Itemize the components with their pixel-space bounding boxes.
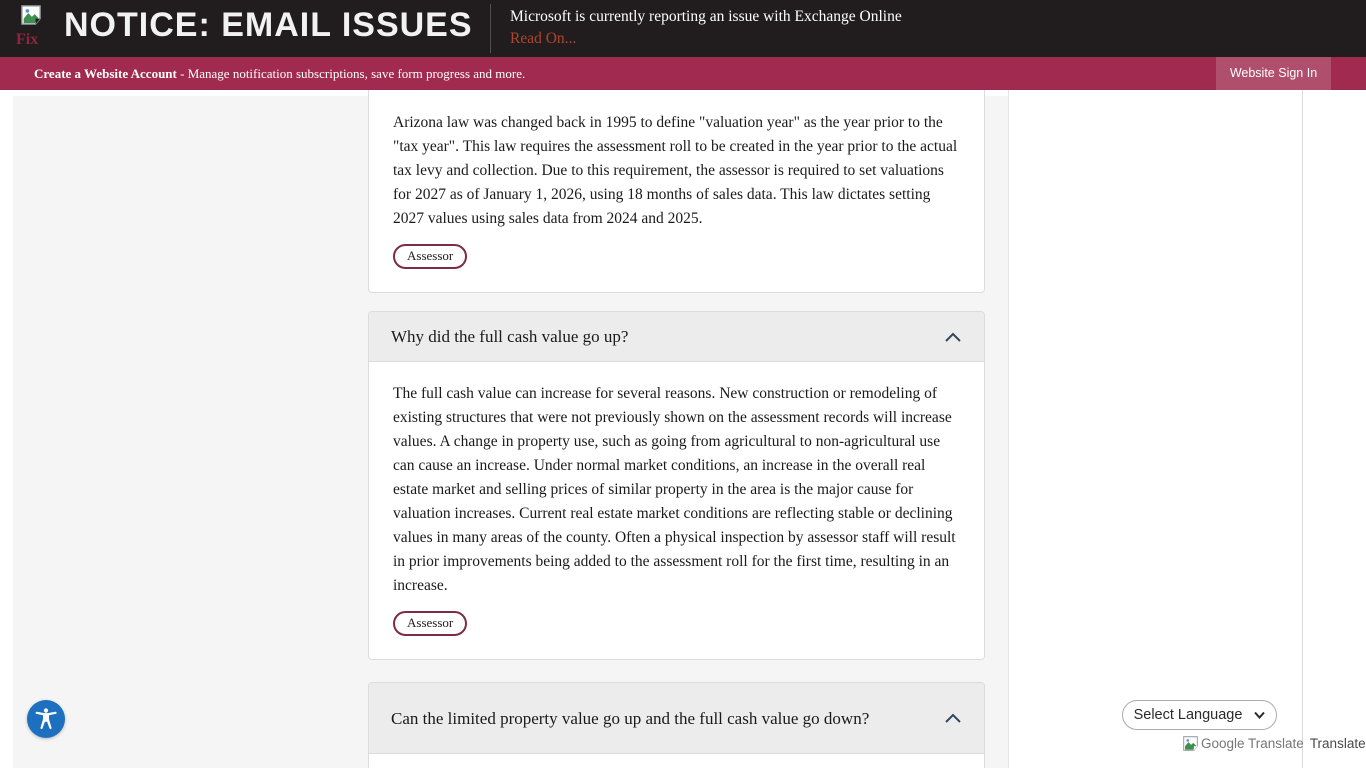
- chevron-up-icon: [944, 712, 962, 724]
- faq-answer: The full cash value can increase for several reasons. New construction or remodeling of existing structures that were not previously shown on the assessment records will increase values. A change in property use, such as going from agricultural to non-agricultural use can cause an increase. Under normal market conditions, an increase in the overall real estate market and selling prices of similar property in the area is the major cause for valuation increases. Current real estate market conditions are reflecting stable or declining values in many areas of the county. Often a physical inspection by assessor staff will result in prior improvements being added to the assessment roll for the first time, resulting in an increase.: [393, 385, 956, 594]
- column-divider-left: [1008, 90, 1009, 768]
- translate-label: Translate: [1309, 735, 1366, 751]
- broken-image-icon: [1182, 736, 1199, 751]
- emergency-alert-bar: [0, 0, 1366, 57]
- alert-title: NOTICE: EMAIL ISSUES: [64, 6, 473, 44]
- read-on-link[interactable]: Read On...: [510, 30, 577, 47]
- chevron-up-icon: [944, 331, 962, 343]
- chevron-down-icon: [1254, 711, 1265, 719]
- column-divider-right: [1302, 90, 1303, 768]
- broken-image-alt-text: Fix: [16, 31, 39, 48]
- website-sign-in-button[interactable]: Website Sign In: [1216, 57, 1331, 90]
- faq-card-valuation-year: [368, 70, 985, 293]
- accessibility-widget-button[interactable]: [27, 700, 65, 738]
- accessibility-person-icon: [33, 706, 59, 732]
- alert-divider: [490, 4, 491, 53]
- select-language-dropdown[interactable]: [1122, 700, 1277, 730]
- assessor-tag-button[interactable]: Assessor: [393, 244, 467, 269]
- broken-image-icon: [20, 5, 42, 30]
- account-bar: [0, 57, 1366, 90]
- select-language-label: Select Language: [1133, 707, 1243, 723]
- create-account-bold-text: Create a Website Account: [34, 66, 177, 81]
- faq-question: Can the limited property value go up and the full cash value go down?: [391, 708, 870, 728]
- faq-accordion-header[interactable]: [369, 683, 984, 754]
- faq-accordion-header[interactable]: [369, 312, 984, 362]
- faq-answer: Arizona law was changed back in 1995 to define "valuation year" as the year prior to the "tax year". This law requires the assessment roll to be created in the year prior to the actual tax levy and collection. Due to this requirement, the assessor is required to set valuations for 2027 as of January 1, 2026, using 18 months of sales data. This law dictates setting 2027 values using sales data from 2024 and 2025.: [393, 114, 958, 227]
- create-account-rest-text: - Manage notification subscriptions, save form progress and more.: [176, 66, 526, 81]
- assessor-tag-button[interactable]: Assessor: [393, 611, 467, 636]
- google-translate-logo-alt: Google Translate: [1201, 735, 1304, 751]
- google-translate-attribution[interactable]: [1182, 734, 1366, 752]
- faq-question: Why did the full cash value go up?: [391, 326, 629, 346]
- alert-message: Microsoft is currently reporting an issue with Exchange Online: [510, 8, 902, 25]
- create-account-link[interactable]: [34, 57, 525, 90]
- faq-card-full-cash-value: [368, 311, 985, 660]
- faq-card-limited-property-value: [368, 682, 985, 768]
